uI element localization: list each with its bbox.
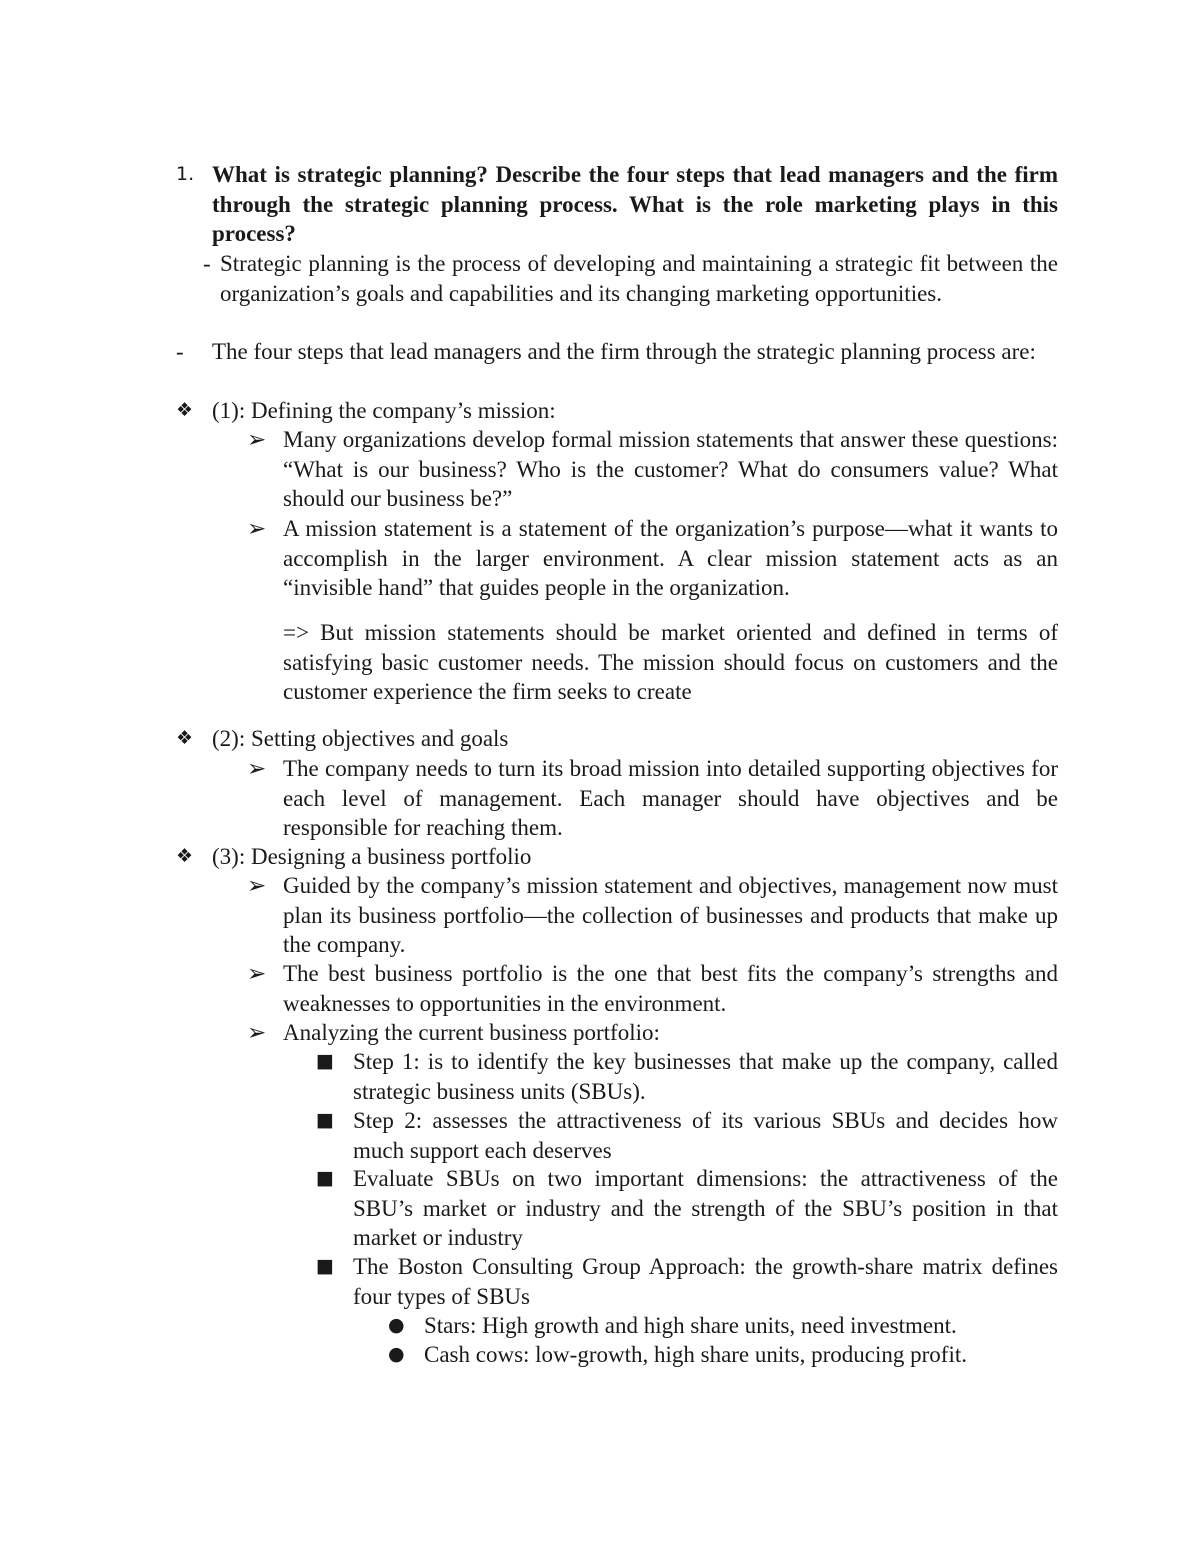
definition-text: Strategic planning is the process of developing and maintaining a strategic fit between the organization’s goals and capabilities and its changing marketing opportunities. [220, 251, 1058, 306]
diamond-marker: ❖ [176, 399, 194, 421]
square-marker: ■ [316, 1109, 334, 1131]
step-3-title: (3): Designing a business portfolio [212, 844, 532, 869]
step-1-bullet-1: Many organizations develop formal mission statements that answer these questions: “What is our business? Who is the customer? What do consumers value? What should our business be?” [283, 427, 1058, 511]
step-1-title: (1): Defining the company’s mission: [212, 398, 556, 423]
step-3-bullet-2: The best business portfolio is the one that best fits the company’s strengths and weaknesses to opportunities in the environment. [283, 961, 1058, 1016]
arrow-marker: ➢ [247, 873, 267, 898]
steps-intro-text: The four steps that lead managers and the firm through the strategic planning process are: [212, 339, 1036, 364]
analysis-step-2: Step 2: assesses the attractiveness of its various SBUs and decides how much support each deserves [353, 1108, 1058, 1163]
dot-marker: ● [388, 1343, 405, 1365]
arrow-marker: ➢ [247, 1020, 267, 1045]
step-1-note-text: => But mission statements should be market oriented and defined in terms of satisfying basic customer needs. The mission should focus on customers and the customer experience the firm seeks to create [283, 620, 1058, 704]
analysis-step-1: Step 1: is to identify the key businesses that make up the company, called strategic business units (SBUs). [353, 1049, 1058, 1104]
diamond-marker: ❖ [176, 727, 194, 749]
analysis-evaluate: Evaluate SBUs on two important dimensions: the attractiveness of the SBU’s market or industry and the strength of the SBU’s position in that market or industry [353, 1166, 1058, 1250]
arrow-marker: ➢ [247, 756, 267, 781]
square-marker: ■ [316, 1255, 334, 1277]
square-marker: ■ [316, 1050, 334, 1072]
dash-marker: - [176, 339, 184, 364]
step-2-title: (2): Setting objectives and goals [212, 726, 509, 751]
step-3-bullet-3: Analyzing the current business portfolio: [283, 1020, 660, 1045]
dot-marker: ● [388, 1314, 405, 1336]
arrow-marker: ➢ [247, 961, 267, 986]
sbu-cash-cows: Cash cows: low-growth, high share units, producing profit. [424, 1342, 967, 1367]
arrow-marker: ➢ [247, 427, 267, 452]
square-marker: ■ [316, 1167, 334, 1189]
step-2-bullet-1: The company needs to turn its broad mission into detailed supporting objectives for each level of management. Each manager should have objectives and be responsible for reaching them. [283, 756, 1058, 840]
dash-marker: - [203, 251, 211, 276]
arrow-marker: ➢ [247, 516, 267, 541]
step-3-bullet-1: Guided by the company’s mission statement and objectives, management now must plan its business portfolio—the collection of businesses and products that make up the company. [283, 873, 1058, 957]
step-1-bullet-2: A mission statement is a statement of the organization’s purpose—what it wants to accomplish in the larger environment. A clear mission statement acts as an “invisible hand” that guides people in the organization. [283, 516, 1058, 600]
analysis-bcg: The Boston Consulting Group Approach: the growth-share matrix defines four types of SBUs [353, 1254, 1058, 1309]
question-number: 1. [176, 163, 195, 185]
question-text: What is strategic planning? Describe the four steps that lead managers and the firm through the strategic planning process. What is the role marketing plays in this process? [212, 162, 1058, 246]
diamond-marker: ❖ [176, 845, 194, 867]
sbu-stars: Stars: High growth and high share units, need investment. [424, 1313, 957, 1338]
